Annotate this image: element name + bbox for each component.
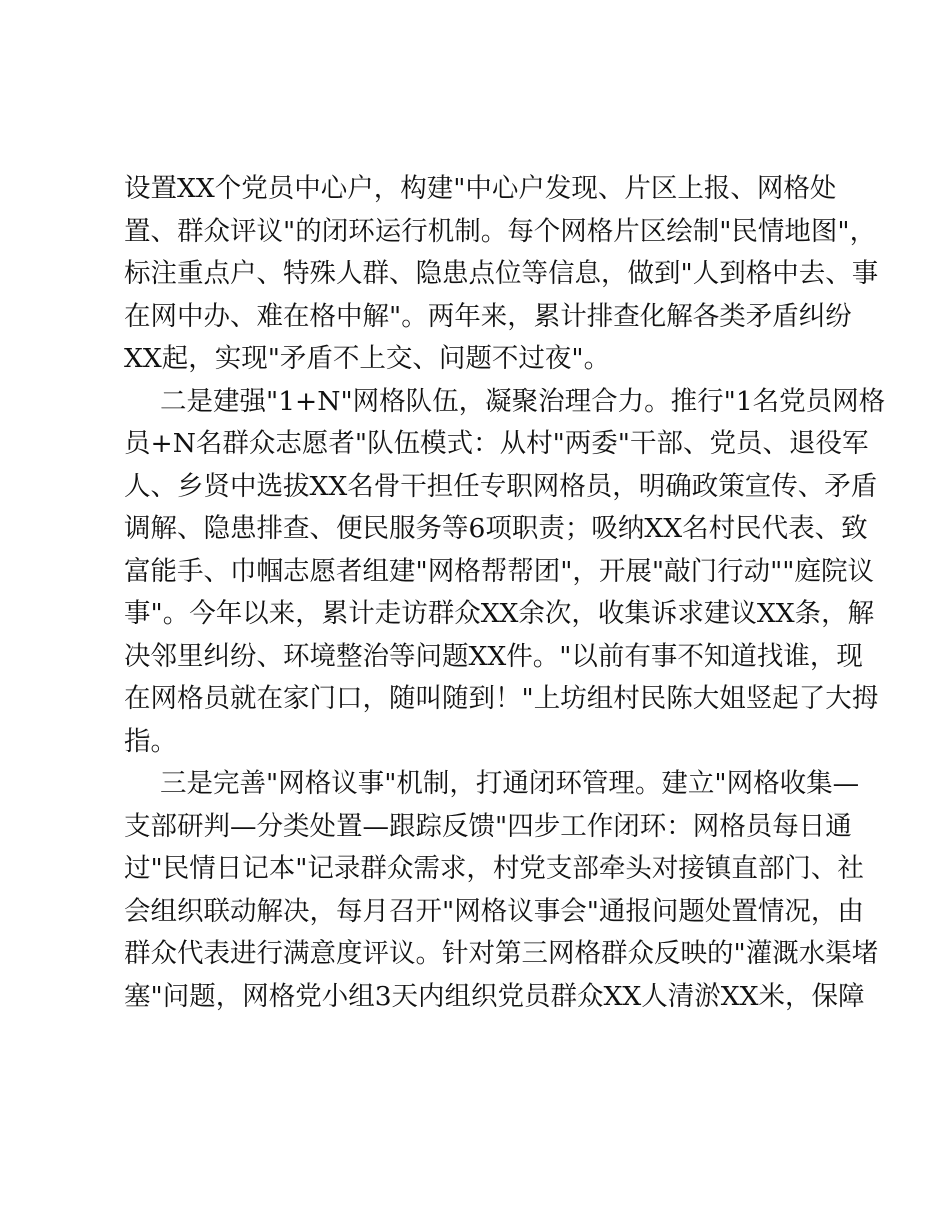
text-line: 标注重点户、特殊人群、隐患点位等信息，做到"人到格中去、事 — [124, 258, 879, 289]
text-line: 指。 — [124, 725, 177, 757]
text-line: 支部研判—分类处置—跟踪反馈"四步工作闭环：网格员每日通 — [124, 810, 852, 842]
text-line: 决邻里纠纷、环境整治等问题XX件。"以前有事不知道找谁，现 — [124, 640, 863, 672]
paragraph-3 — [124, 763, 879, 1018]
text-line: 调解、隐患排查、便民服务等6项职责；吸纳XX名村民代表、致 — [124, 513, 868, 544]
text-line: 会组织联动解决，每月召开"网格议事会"通报问题处置情况，由 — [124, 895, 864, 927]
text-line: 员+N名群众志愿者"队伍模式：从村"两委"干部、党员、退役军 — [124, 428, 869, 459]
paragraph-1 — [124, 168, 879, 381]
text-line: 人、乡贤中选拔XX名骨干担任专职网格员，明确政策宣传、矛盾 — [124, 470, 878, 502]
text-line: 群众代表进行满意度评议。针对第三网格群众反映的"灌溉水渠堵 — [124, 938, 879, 969]
text-line: XX起，实现"矛盾不上交、问题不过夜"。 — [124, 343, 611, 374]
text-line: 设置XX个党员中心户，构建"中心户发现、片区上报、网格处 — [124, 173, 837, 204]
text-line: 在网格员就在家门口，随叫随到！"上坊组村民陈大姐竖起了大拇 — [124, 683, 879, 714]
text-line: 置、群众评议"的闭环运行机制。每个网格片区绘制"民情地图"， — [124, 215, 877, 247]
text-line: 在网中办、难在格中解"。两年来，累计排查化解各类矛盾纠纷 — [124, 300, 852, 332]
text-line: 二是建强"1+N"网格队伍，凝聚治理合力。推行"1名党员网格 — [160, 385, 886, 417]
text-line: 事"。今年以来，累计走访群众XX余次，收集诉求建议XX条，解 — [124, 598, 875, 629]
body-text — [124, 168, 886, 1018]
text-line: 塞"问题，网格党小组3天内组织党员群众XX人清淤XX米，保障 — [124, 980, 865, 1012]
text-line: 富能手、巾帼志愿者组建"网格帮帮团"，开展"敲门行动""庭院议 — [124, 555, 874, 587]
text-line: 过"民情日记本"记录群众需求，村党支部牵头对接镇直部门、社 — [124, 853, 864, 884]
paragraph-2 — [124, 381, 886, 764]
text-line: 三是完善"网格议事"机制，打通闭环管理。建立"网格收集— — [160, 768, 860, 799]
